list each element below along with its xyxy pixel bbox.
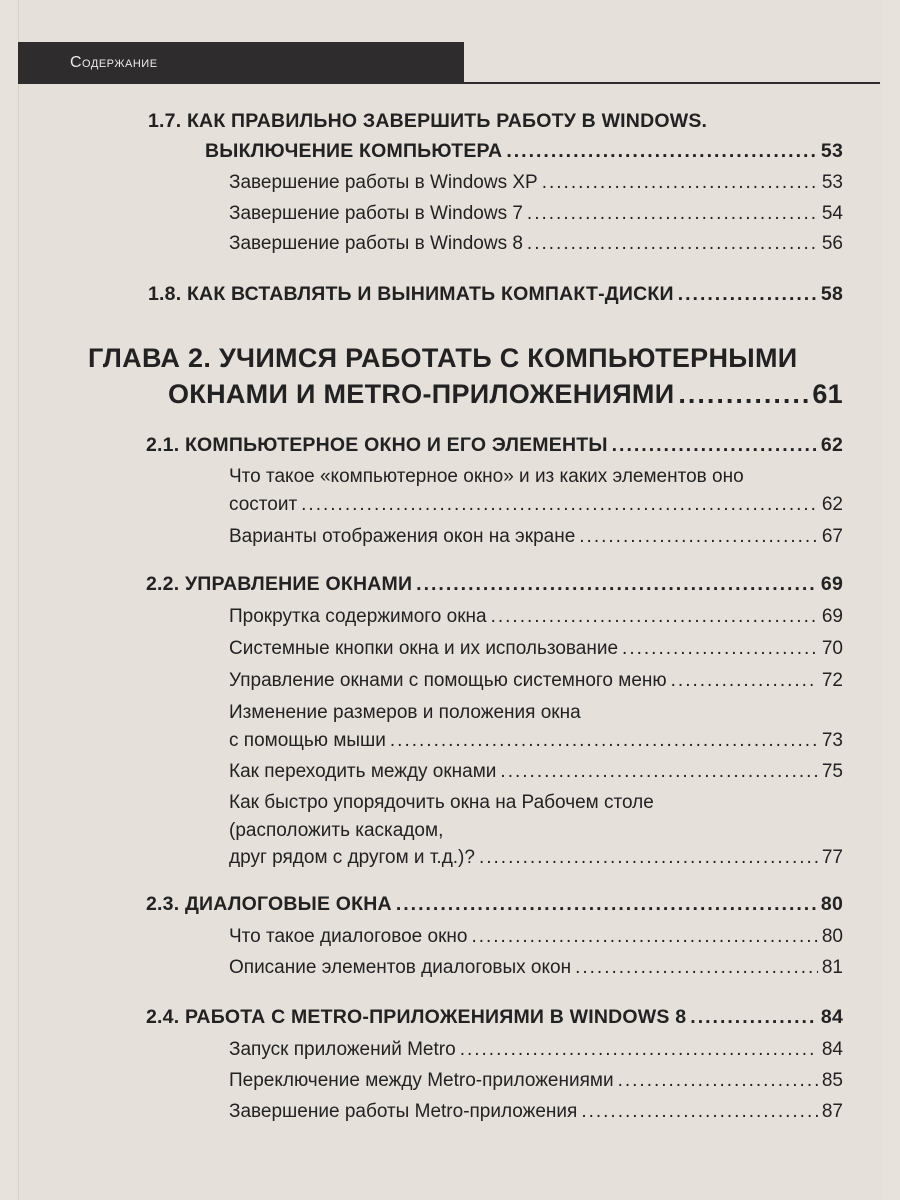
leader-dots <box>500 761 817 783</box>
leader-dots <box>527 233 818 255</box>
leader-dots <box>491 606 818 628</box>
leader-dots <box>678 283 817 306</box>
leader-dots <box>612 434 817 457</box>
toc-subentry-title: Запуск приложений Metro <box>229 1039 456 1060</box>
toc-section <box>146 893 843 916</box>
toc-section <box>148 283 843 306</box>
toc-subentry-title: Управление окнами с помощью системного меню <box>229 670 667 691</box>
page-number: 69 <box>821 606 843 627</box>
toc-subentry <box>229 494 843 516</box>
toc-subentry-title: Описание элементов диалоговых окон <box>229 957 572 978</box>
page-number: 73 <box>821 730 843 751</box>
page-number: 53 <box>820 140 843 162</box>
toc-subentry-title: Системные кнопки окна и их использование <box>229 638 619 659</box>
toc-subentry <box>229 1101 843 1123</box>
toc-subentry-title: Переключение между Metro-приложениями <box>229 1070 614 1091</box>
toc-section-title: 1.7. КАК ПРАВИЛЬНО ЗАВЕРШИТЬ РАБОТУ В WINDOWS. <box>148 110 708 132</box>
leader-dots <box>690 1006 817 1029</box>
page-number: 62 <box>821 494 843 515</box>
leader-dots <box>390 730 818 752</box>
leader-dots <box>678 379 808 410</box>
toc-subentry <box>229 670 843 692</box>
toc-section-title: 2.2. УПРАВЛЕНИЕ ОКНАМИ <box>146 573 413 595</box>
toc-subentry <box>229 203 843 225</box>
toc-subentry-title: Завершение работы в Windows 8 <box>229 233 523 254</box>
page-number: 61 <box>812 379 843 409</box>
leader-dots <box>527 203 818 225</box>
toc-subentry-title: Завершение работы в Windows 7 <box>229 203 523 224</box>
toc-subentry <box>229 730 843 752</box>
toc-subentry-title: Как быстро упорядочить окна на Рабочем столе <box>229 792 654 813</box>
page-number: 69 <box>820 573 843 595</box>
leader-dots <box>579 526 818 548</box>
leader-dots <box>301 494 818 516</box>
toc-subentry <box>229 638 843 660</box>
page-number: 62 <box>820 434 843 456</box>
leader-dots <box>575 957 818 979</box>
toc-subentry <box>229 957 843 979</box>
toc-subentry-title: друг рядом с другом и т.д.)? <box>229 847 475 868</box>
running-header-title: Содержание <box>70 54 158 71</box>
page-number: 58 <box>820 283 843 305</box>
toc-subentry-title: с помощью мыши <box>229 730 386 751</box>
leader-dots <box>671 670 818 692</box>
leader-dots <box>581 1101 818 1123</box>
leader-dots <box>471 926 817 948</box>
leader-dots <box>416 573 817 596</box>
toc-section <box>146 434 843 457</box>
toc-subentry-title: Что такое диалоговое окно <box>229 926 468 947</box>
toc-section-title: ВЫКЛЮЧЕНИЕ КОМПЬЮТЕРА <box>205 140 503 162</box>
toc-subentry-title: состоит <box>229 494 298 515</box>
toc-subentry <box>229 1039 843 1061</box>
page-number: 75 <box>821 761 843 782</box>
page-number: 54 <box>821 203 843 224</box>
toc-section-title: 2.4. РАБОТА С METRO-ПРИЛОЖЕНИЯМИ В WINDOWS 8 <box>146 1006 687 1028</box>
toc-subentry <box>229 1070 843 1092</box>
leader-dots <box>479 847 818 869</box>
page-number: 72 <box>821 670 843 691</box>
page-number: 67 <box>821 526 843 547</box>
toc-subentry <box>229 926 843 948</box>
page-number: 80 <box>821 926 843 947</box>
toc-subentry <box>229 172 843 194</box>
toc-section <box>205 140 843 163</box>
page-number: 81 <box>821 957 843 978</box>
leader-dots <box>460 1039 818 1061</box>
toc-section <box>146 1006 843 1029</box>
toc-subentry <box>229 526 843 548</box>
toc-subentry-title: Прокрутка содержимого окна <box>229 606 487 627</box>
toc-subentry-title: (расположить каскадом, <box>229 820 444 841</box>
toc-section-title: 2.3. ДИАЛОГОВЫЕ ОКНА <box>146 893 392 915</box>
toc-subentry-title: Варианты отображения окон на экране <box>229 526 576 547</box>
toc-subentry <box>229 233 843 255</box>
toc-subentry <box>229 847 843 869</box>
toc-section-title: 1.8. КАК ВСТАВЛЯТЬ И ВЫНИМАТЬ КОМПАКТ-ДИСКИ <box>148 283 674 305</box>
toc-section <box>146 573 843 596</box>
toc-chapter-title: ОКНАМИ И METRO-ПРИЛОЖЕНИЯМИ <box>168 379 675 409</box>
leader-dots <box>542 172 818 194</box>
leader-dots <box>622 638 818 660</box>
toc-chapter-title: ГЛАВА 2. УЧИМСЯ РАБОТАТЬ С КОМПЬЮТЕРНЫМИ <box>88 343 798 373</box>
page-number: 70 <box>821 638 843 659</box>
page-number: 80 <box>820 893 843 915</box>
page-number: 53 <box>821 172 843 193</box>
toc-subentry-title: Изменение размеров и положения окна <box>229 702 581 723</box>
toc-subentry-title: Завершение работы Metro-приложения <box>229 1101 578 1122</box>
leader-dots <box>618 1070 818 1092</box>
page-number: 85 <box>821 1070 843 1091</box>
running-header <box>18 42 464 84</box>
page-number: 84 <box>820 1006 843 1028</box>
page-number: 87 <box>821 1101 843 1122</box>
leader-dots <box>396 893 817 916</box>
header-rule <box>464 82 880 84</box>
toc-subentry-title: Как переходить между окнами <box>229 761 497 782</box>
toc-subentry <box>229 761 843 783</box>
toc-section-title: 2.1. КОМПЬЮТЕРНОЕ ОКНО И ЕГО ЭЛЕМЕНТЫ <box>146 434 608 456</box>
toc-subentry-title: Завершение работы в Windows XP <box>229 172 538 193</box>
leader-dots <box>506 140 817 163</box>
toc-subentry <box>229 606 843 628</box>
page-number: 56 <box>821 233 843 254</box>
page-number: 77 <box>821 847 843 868</box>
toc-subentry-title: Что такое «компьютерное окно» и из каких элементов оно <box>229 466 744 487</box>
page-number: 84 <box>821 1039 843 1060</box>
toc-chapter <box>168 379 843 410</box>
